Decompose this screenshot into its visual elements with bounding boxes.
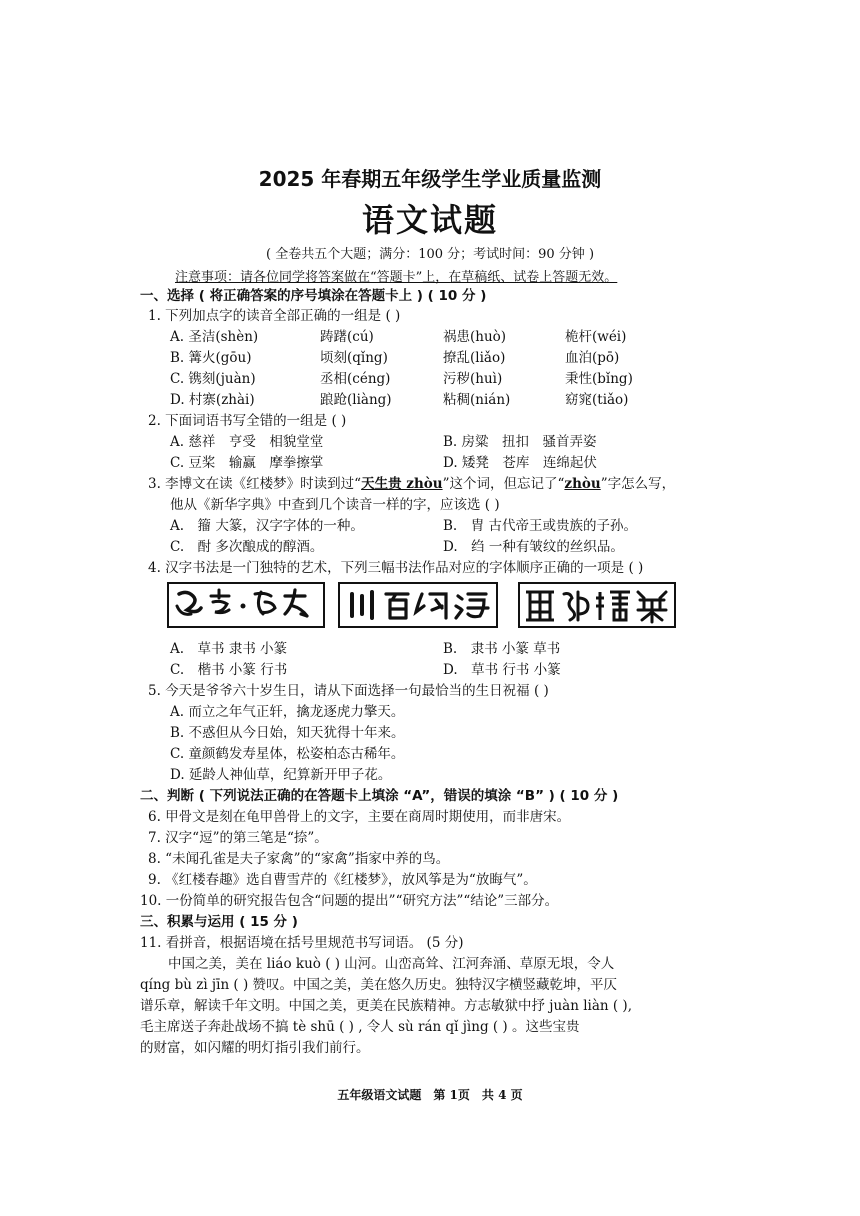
q1-d-2: 踉跄(liàng) [320,392,392,408]
q1-a-1: A. 圣洁(shèn) [170,329,259,345]
q5-option-b: B. 不惑但从今日始，知天犹得十年来。 [170,725,405,741]
section-2-title: 二、判断 ( 下列说法正确的在答题卡上填涂 “A”，错误的填涂 “B” ) ( 10 分 ) [140,788,619,804]
q11-line-3: 谱乐章，解读千年文明。中国之美，更美在民族精神。方志敏狱中抒 juàn liàn ( ), [140,998,632,1014]
q2-option-b: B. 房粱 扭扣 骚首弄姿 [443,434,597,450]
exam-notice: 注意事项：请各位同学将答案做在“答题卡”上，在草稿纸、试卷上答题无效。 [175,270,618,285]
page-footer: 五年级语文试题 第 1页 共 4 页 [337,1088,523,1102]
q1-d-4: 窈窕(tiǎo) [565,392,629,408]
q11-stem: 11. 看拼音，根据语境在括号里规范书写词语。 (5 分) [140,935,464,951]
q1-stem: 1. 下列加点字的读音全部正确的一组是 ( ) [148,308,401,324]
q1-a-4: 桅杆(wéi) [565,329,627,345]
q1-d-1: D. 村寨(zhài) [170,392,255,408]
subject-title: 语文试题 [361,201,498,239]
q11-line-2: qíng bù zì jīn ( ) 赞叹。中国之美，美在悠久历史。独特汉字横竖藏乾坤，平仄 [140,977,618,993]
q5-option-c: C. 童颜鹤发寿星体，松姿柏态古稀年。 [170,746,405,762]
q3-line1 [148,475,675,493]
calligraphy-cursive-image [167,582,325,628]
q11-line-4: 毛主席送子奔赴战场不搞 tè shū ( ) , 令人 sù rán qǐ jìng ( ) 。这些宝贵 [140,1019,580,1035]
q1-c-2: 丞相(céng) [320,371,391,387]
q1-a-2: 踌躇(cú) [320,329,374,345]
q2-option-c: C. 豆桨 输赢 摩拳擦掌 [170,455,324,471]
exam-title: 2025 年春期五年级学生学业质量监测 [258,167,602,191]
q1-b-2: 顷刻(qǐng) [320,350,388,366]
calligraphy-seal-image [518,582,676,628]
q1-b-1: B. 篝火(gōu) [170,350,252,366]
q3-mid: ”这个词，但忘记了“ [442,476,565,492]
judge-item-10: 10. 一份简单的研究报告包含“问题的提出”“研究方法”“结论”三部分。 [140,893,559,909]
q3-option-c: C. 酎 多次酿成的醇酒。 [170,539,324,555]
judge-item-8: 8. “未闻孔雀是夫子家禽”的“家禽”指家中养的鸟。 [148,851,450,867]
section-3-title: 三、积累与运用 ( 15 分 ) [140,914,298,930]
q4-option-b: B. 隶书 小篆 草书 [443,641,561,657]
exam-info: ( 全卷共五个大题；满分：100 分；考试时间：90 分钟 ) [265,247,595,262]
q4-option-c: C. 楷书 小篆 行书 [170,662,288,678]
q4-stem: 4. 汉字书法是一门独特的艺术，下列三幅书法作品对应的字体顺序正确的一项是 ( ) [148,560,644,576]
q4-option-a: A. 草书 隶书 小篆 [170,641,288,657]
judge-item-6: 6. 甲骨文是刻在龟甲兽骨上的文字，主要在商周时期使用，而非唐宋。 [148,809,571,825]
q3-option-d: D. 绉 一种有皱纹的丝织品。 [443,539,624,555]
calligraphy-running-image [338,582,498,628]
q3-option-a: A. 籀 大篆，汉字字体的一种。 [170,518,364,534]
q1-b-4: 血泊(pō) [565,350,620,366]
q1-a-3: 祸患(huò) [443,329,507,345]
q5-option-d: D. 延龄人神仙草，纪算新开甲子花。 [170,767,392,783]
q1-b-3: 撩乱(liǎo) [443,350,506,366]
q2-option-a: A. 慈祥 亨受 相貌堂堂 [170,434,324,450]
q3-line2: 他从《新华字典》中查到几个读音一样的字，应该选 ( ) [170,497,500,513]
q3-pre: 3. 李博文在读《红楼梦》时读到过“ [148,476,362,492]
q3-pinyin: zhòu [564,476,601,492]
q2-option-d: D. 矮凳 苍库 连绵起伏 [443,455,597,471]
q5-stem: 5. 今天是爷爷六十岁生日，请从下面选择一句最恰当的生日祝福 ( ) [148,683,549,699]
q1-c-3: 污秽(huì) [443,371,503,387]
section-1-title: 一、选择 ( 将正确答案的序号填涂在答题卡上 ) ( 10 分 ) [140,288,487,304]
q2-stem: 2. 下面词语书写全错的一组是 ( ) [148,413,347,429]
calligraphy-cursive-art [169,584,323,626]
q1-c-1: C. 镌刻(juàn) [170,371,256,387]
q3-post: ”字怎么写， [600,476,676,492]
q3-option-b: B. 胄 古代帝王或贵族的子孙。 [443,518,638,534]
q11-line-1: 中国之美，美在 liáo kuò ( ) 山河。山峦高耸、江河奔涌、草原无垠，令人 [168,956,615,972]
judge-item-9: 9. 《红楼春趣》选自曹雪芹的《红楼梦》，放风筝是为“放晦气”。 [148,872,537,888]
calligraphy-running-art [340,584,496,626]
judge-item-7: 7. 汉字“逗”的第三笔是“捺”。 [148,830,328,846]
q3-word: 天生贵 zhòu [361,476,443,492]
q1-d-3: 粘稠(nián) [443,392,511,408]
calligraphy-seal-art [520,584,674,626]
q1-c-4: 秉性(bǐng) [565,371,633,387]
q5-option-a: A. 而立之年气正轩，擒龙逐虎力擎天。 [170,704,405,720]
q4-option-d: D. 草书 行书 小篆 [443,662,561,678]
q11-line-5: 的财富，如闪耀的明灯指引我们前行。 [140,1040,370,1056]
